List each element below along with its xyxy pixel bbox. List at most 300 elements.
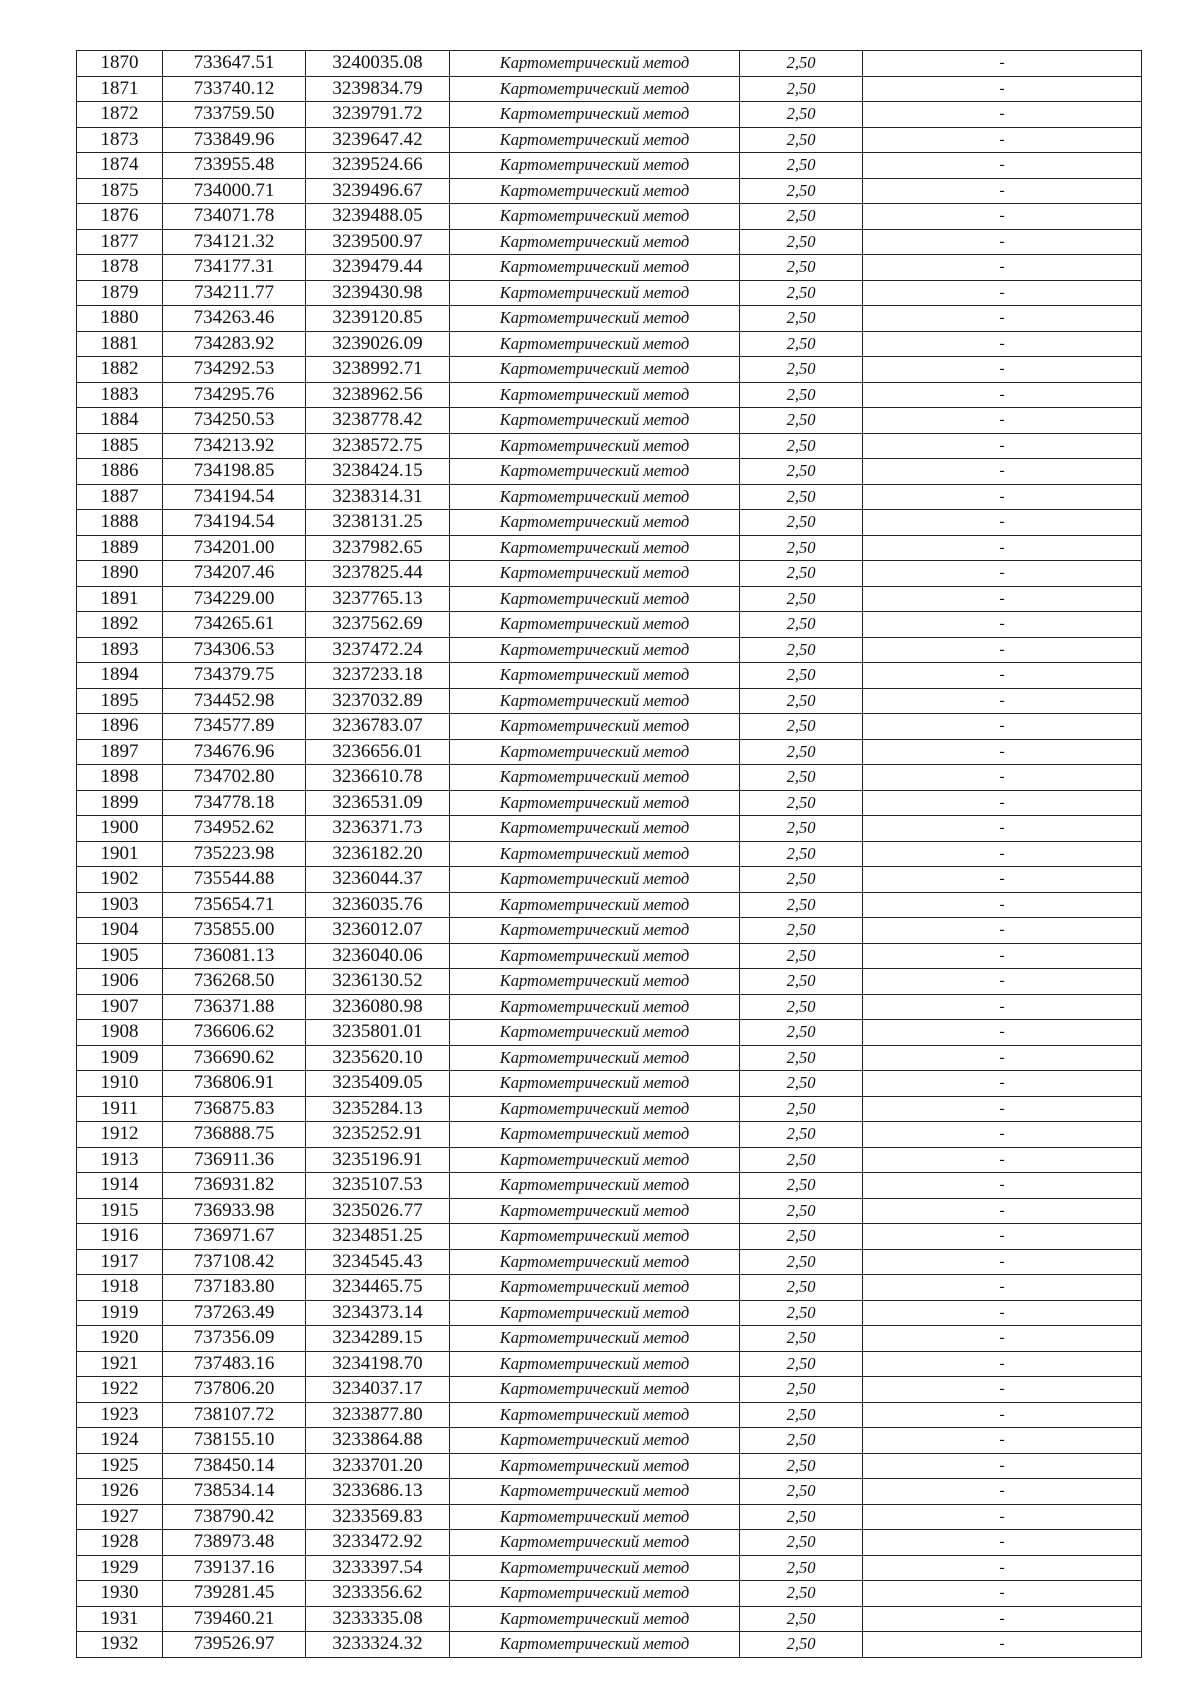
x-coordinate-cell: 735544.88 xyxy=(163,867,306,893)
accuracy-cell: 2,50 xyxy=(740,357,863,383)
description-cell: - xyxy=(863,433,1142,459)
description-cell: - xyxy=(863,663,1142,689)
description-cell: - xyxy=(863,1555,1142,1581)
table-row xyxy=(77,892,1142,918)
accuracy-cell: 2,50 xyxy=(740,1453,863,1479)
point-number-cell: 1888 xyxy=(77,510,163,536)
method-cell: Картометрический метод xyxy=(450,204,740,230)
method-cell: Картометрический метод xyxy=(450,918,740,944)
point-number-cell: 1908 xyxy=(77,1020,163,1046)
point-number-cell: 1912 xyxy=(77,1122,163,1148)
point-number-cell: 1882 xyxy=(77,357,163,383)
table-row xyxy=(77,637,1142,663)
x-coordinate-cell: 733647.51 xyxy=(163,51,306,77)
y-coordinate-cell: 3240035.08 xyxy=(306,51,450,77)
description-cell: - xyxy=(863,51,1142,77)
table-row xyxy=(77,612,1142,638)
table-row xyxy=(77,1020,1142,1046)
x-coordinate-cell: 734121.32 xyxy=(163,229,306,255)
table-row xyxy=(77,102,1142,128)
table-row xyxy=(77,382,1142,408)
point-number-cell: 1907 xyxy=(77,994,163,1020)
description-cell: - xyxy=(863,994,1142,1020)
y-coordinate-cell: 3234373.14 xyxy=(306,1300,450,1326)
description-cell: - xyxy=(863,1530,1142,1556)
accuracy-cell: 2,50 xyxy=(740,1173,863,1199)
point-number-cell: 1930 xyxy=(77,1581,163,1607)
table-row xyxy=(77,51,1142,77)
table-row xyxy=(77,1326,1142,1352)
point-number-cell: 1898 xyxy=(77,765,163,791)
accuracy-cell: 2,50 xyxy=(740,1632,863,1658)
accuracy-cell: 2,50 xyxy=(740,127,863,153)
method-cell: Картометрический метод xyxy=(450,1377,740,1403)
x-coordinate-cell: 734250.53 xyxy=(163,408,306,434)
accuracy-cell: 2,50 xyxy=(740,1096,863,1122)
accuracy-cell: 2,50 xyxy=(740,433,863,459)
x-coordinate-cell: 736933.98 xyxy=(163,1198,306,1224)
method-cell: Картометрический метод xyxy=(450,229,740,255)
table-row xyxy=(77,153,1142,179)
description-cell: - xyxy=(863,943,1142,969)
accuracy-cell: 2,50 xyxy=(740,688,863,714)
table-row xyxy=(77,229,1142,255)
y-coordinate-cell: 3239479.44 xyxy=(306,255,450,281)
x-coordinate-cell: 734201.00 xyxy=(163,535,306,561)
description-cell: - xyxy=(863,688,1142,714)
y-coordinate-cell: 3235026.77 xyxy=(306,1198,450,1224)
x-coordinate-cell: 734295.76 xyxy=(163,382,306,408)
x-coordinate-cell: 733849.96 xyxy=(163,127,306,153)
description-cell: - xyxy=(863,1147,1142,1173)
method-cell: Картометрический метод xyxy=(450,943,740,969)
x-coordinate-cell: 734952.62 xyxy=(163,816,306,842)
y-coordinate-cell: 3238424.15 xyxy=(306,459,450,485)
table-row xyxy=(77,918,1142,944)
point-number-cell: 1910 xyxy=(77,1071,163,1097)
table-row xyxy=(77,127,1142,153)
description-cell: - xyxy=(863,1326,1142,1352)
point-number-cell: 1897 xyxy=(77,739,163,765)
table-row xyxy=(77,484,1142,510)
description-cell: - xyxy=(863,484,1142,510)
y-coordinate-cell: 3236040.06 xyxy=(306,943,450,969)
y-coordinate-cell: 3233686.13 xyxy=(306,1479,450,1505)
method-cell: Картометрический метод xyxy=(450,663,740,689)
method-cell: Картометрический метод xyxy=(450,969,740,995)
x-coordinate-cell: 736931.82 xyxy=(163,1173,306,1199)
point-number-cell: 1876 xyxy=(77,204,163,230)
description-cell: - xyxy=(863,561,1142,587)
method-cell: Картометрический метод xyxy=(450,1632,740,1658)
point-number-cell: 1879 xyxy=(77,280,163,306)
description-cell: - xyxy=(863,102,1142,128)
table-row xyxy=(77,204,1142,230)
table-row xyxy=(77,586,1142,612)
point-number-cell: 1909 xyxy=(77,1045,163,1071)
y-coordinate-cell: 3238992.71 xyxy=(306,357,450,383)
accuracy-cell: 2,50 xyxy=(740,459,863,485)
y-coordinate-cell: 3236783.07 xyxy=(306,714,450,740)
point-number-cell: 1920 xyxy=(77,1326,163,1352)
table-row xyxy=(77,255,1142,281)
y-coordinate-cell: 3233569.83 xyxy=(306,1504,450,1530)
method-cell: Картометрический метод xyxy=(450,382,740,408)
x-coordinate-cell: 734452.98 xyxy=(163,688,306,714)
y-coordinate-cell: 3238962.56 xyxy=(306,382,450,408)
method-cell: Картометрический метод xyxy=(450,892,740,918)
x-coordinate-cell: 738107.72 xyxy=(163,1402,306,1428)
y-coordinate-cell: 3236044.37 xyxy=(306,867,450,893)
table-body xyxy=(77,51,1142,1658)
x-coordinate-cell: 736081.13 xyxy=(163,943,306,969)
x-coordinate-cell: 734177.31 xyxy=(163,255,306,281)
x-coordinate-cell: 736911.36 xyxy=(163,1147,306,1173)
table-row xyxy=(77,663,1142,689)
accuracy-cell: 2,50 xyxy=(740,153,863,179)
y-coordinate-cell: 3233472.92 xyxy=(306,1530,450,1556)
accuracy-cell: 2,50 xyxy=(740,1045,863,1071)
method-cell: Картометрический метод xyxy=(450,1173,740,1199)
description-cell: - xyxy=(863,1275,1142,1301)
description-cell: - xyxy=(863,76,1142,102)
method-cell: Картометрический метод xyxy=(450,1224,740,1250)
x-coordinate-cell: 735654.71 xyxy=(163,892,306,918)
y-coordinate-cell: 3235801.01 xyxy=(306,1020,450,1046)
accuracy-cell: 2,50 xyxy=(740,102,863,128)
table-row xyxy=(77,510,1142,536)
description-cell: - xyxy=(863,1632,1142,1658)
point-number-cell: 1932 xyxy=(77,1632,163,1658)
point-number-cell: 1922 xyxy=(77,1377,163,1403)
method-cell: Картометрический метод xyxy=(450,255,740,281)
y-coordinate-cell: 3233701.20 xyxy=(306,1453,450,1479)
method-cell: Картометрический метод xyxy=(450,178,740,204)
point-number-cell: 1890 xyxy=(77,561,163,587)
method-cell: Картометрический метод xyxy=(450,1071,740,1097)
accuracy-cell: 2,50 xyxy=(740,1071,863,1097)
point-number-cell: 1913 xyxy=(77,1147,163,1173)
x-coordinate-cell: 734071.78 xyxy=(163,204,306,230)
accuracy-cell: 2,50 xyxy=(740,1377,863,1403)
x-coordinate-cell: 737263.49 xyxy=(163,1300,306,1326)
accuracy-cell: 2,50 xyxy=(740,229,863,255)
accuracy-cell: 2,50 xyxy=(740,204,863,230)
description-cell: - xyxy=(863,969,1142,995)
method-cell: Картометрический метод xyxy=(450,688,740,714)
description-cell: - xyxy=(863,1606,1142,1632)
coordinates-table xyxy=(76,50,1142,1658)
description-cell: - xyxy=(863,306,1142,332)
x-coordinate-cell: 734000.71 xyxy=(163,178,306,204)
description-cell: - xyxy=(863,867,1142,893)
x-coordinate-cell: 735855.00 xyxy=(163,918,306,944)
accuracy-cell: 2,50 xyxy=(740,816,863,842)
description-cell: - xyxy=(863,535,1142,561)
table-row xyxy=(77,943,1142,969)
table-row xyxy=(77,561,1142,587)
x-coordinate-cell: 738450.14 xyxy=(163,1453,306,1479)
table-row xyxy=(77,1147,1142,1173)
accuracy-cell: 2,50 xyxy=(740,535,863,561)
accuracy-cell: 2,50 xyxy=(740,841,863,867)
y-coordinate-cell: 3239791.72 xyxy=(306,102,450,128)
accuracy-cell: 2,50 xyxy=(740,484,863,510)
accuracy-cell: 2,50 xyxy=(740,1504,863,1530)
point-number-cell: 1905 xyxy=(77,943,163,969)
y-coordinate-cell: 3239120.85 xyxy=(306,306,450,332)
table-row xyxy=(77,1453,1142,1479)
y-coordinate-cell: 3239496.67 xyxy=(306,178,450,204)
description-cell: - xyxy=(863,178,1142,204)
method-cell: Картометрический метод xyxy=(450,1122,740,1148)
point-number-cell: 1926 xyxy=(77,1479,163,1505)
method-cell: Картометрический метод xyxy=(450,1479,740,1505)
accuracy-cell: 2,50 xyxy=(740,408,863,434)
point-number-cell: 1919 xyxy=(77,1300,163,1326)
description-cell: - xyxy=(863,1071,1142,1097)
y-coordinate-cell: 3238131.25 xyxy=(306,510,450,536)
point-number-cell: 1906 xyxy=(77,969,163,995)
accuracy-cell: 2,50 xyxy=(740,1428,863,1454)
y-coordinate-cell: 3234198.70 xyxy=(306,1351,450,1377)
point-number-cell: 1870 xyxy=(77,51,163,77)
y-coordinate-cell: 3239647.42 xyxy=(306,127,450,153)
y-coordinate-cell: 3234545.43 xyxy=(306,1249,450,1275)
x-coordinate-cell: 738155.10 xyxy=(163,1428,306,1454)
method-cell: Картометрический метод xyxy=(450,1351,740,1377)
method-cell: Картометрический метод xyxy=(450,1504,740,1530)
x-coordinate-cell: 734577.89 xyxy=(163,714,306,740)
accuracy-cell: 2,50 xyxy=(740,1147,863,1173)
accuracy-cell: 2,50 xyxy=(740,714,863,740)
y-coordinate-cell: 3233324.32 xyxy=(306,1632,450,1658)
point-number-cell: 1916 xyxy=(77,1224,163,1250)
method-cell: Картометрический метод xyxy=(450,1581,740,1607)
point-number-cell: 1924 xyxy=(77,1428,163,1454)
point-number-cell: 1871 xyxy=(77,76,163,102)
x-coordinate-cell: 739281.45 xyxy=(163,1581,306,1607)
method-cell: Картометрический метод xyxy=(450,433,740,459)
y-coordinate-cell: 3233877.80 xyxy=(306,1402,450,1428)
point-number-cell: 1925 xyxy=(77,1453,163,1479)
table-row xyxy=(77,688,1142,714)
accuracy-cell: 2,50 xyxy=(740,739,863,765)
description-cell: - xyxy=(863,382,1142,408)
table-row xyxy=(77,280,1142,306)
point-number-cell: 1891 xyxy=(77,586,163,612)
method-cell: Картометрический метод xyxy=(450,280,740,306)
table-row xyxy=(77,1224,1142,1250)
accuracy-cell: 2,50 xyxy=(740,943,863,969)
x-coordinate-cell: 737806.20 xyxy=(163,1377,306,1403)
accuracy-cell: 2,50 xyxy=(740,1326,863,1352)
y-coordinate-cell: 3238778.42 xyxy=(306,408,450,434)
description-cell: - xyxy=(863,280,1142,306)
point-number-cell: 1899 xyxy=(77,790,163,816)
point-number-cell: 1873 xyxy=(77,127,163,153)
table-row xyxy=(77,1122,1142,1148)
x-coordinate-cell: 739137.16 xyxy=(163,1555,306,1581)
method-cell: Картометрический метод xyxy=(450,1045,740,1071)
point-number-cell: 1875 xyxy=(77,178,163,204)
description-cell: - xyxy=(863,841,1142,867)
x-coordinate-cell: 736371.88 xyxy=(163,994,306,1020)
point-number-cell: 1918 xyxy=(77,1275,163,1301)
method-cell: Картометрический метод xyxy=(450,76,740,102)
method-cell: Картометрический метод xyxy=(450,1300,740,1326)
table-row xyxy=(77,1173,1142,1199)
table-row xyxy=(77,1479,1142,1505)
method-cell: Картометрический метод xyxy=(450,816,740,842)
table-row xyxy=(77,867,1142,893)
description-cell: - xyxy=(863,1351,1142,1377)
point-number-cell: 1931 xyxy=(77,1606,163,1632)
method-cell: Картометрический метод xyxy=(450,867,740,893)
description-cell: - xyxy=(863,229,1142,255)
y-coordinate-cell: 3236130.52 xyxy=(306,969,450,995)
y-coordinate-cell: 3236610.78 xyxy=(306,765,450,791)
description-cell: - xyxy=(863,739,1142,765)
accuracy-cell: 2,50 xyxy=(740,790,863,816)
table-row xyxy=(77,1632,1142,1658)
method-cell: Картометрический метод xyxy=(450,1326,740,1352)
method-cell: Картометрический метод xyxy=(450,459,740,485)
table-row xyxy=(77,1275,1142,1301)
y-coordinate-cell: 3236035.76 xyxy=(306,892,450,918)
point-number-cell: 1893 xyxy=(77,637,163,663)
description-cell: - xyxy=(863,892,1142,918)
description-cell: - xyxy=(863,459,1142,485)
description-cell: - xyxy=(863,1377,1142,1403)
accuracy-cell: 2,50 xyxy=(740,1351,863,1377)
description-cell: - xyxy=(863,127,1142,153)
x-coordinate-cell: 738534.14 xyxy=(163,1479,306,1505)
method-cell: Картометрический метод xyxy=(450,1555,740,1581)
table-row xyxy=(77,1581,1142,1607)
y-coordinate-cell: 3236531.09 xyxy=(306,790,450,816)
y-coordinate-cell: 3236080.98 xyxy=(306,994,450,1020)
table-row xyxy=(77,1351,1142,1377)
accuracy-cell: 2,50 xyxy=(740,1122,863,1148)
table-row xyxy=(77,535,1142,561)
x-coordinate-cell: 736690.62 xyxy=(163,1045,306,1071)
method-cell: Картометрический метод xyxy=(450,790,740,816)
table-row xyxy=(77,994,1142,1020)
table-row xyxy=(77,714,1142,740)
y-coordinate-cell: 3237765.13 xyxy=(306,586,450,612)
table-row xyxy=(77,1530,1142,1556)
table-row xyxy=(77,306,1142,332)
method-cell: Картометрический метод xyxy=(450,841,740,867)
table-row xyxy=(77,433,1142,459)
accuracy-cell: 2,50 xyxy=(740,1300,863,1326)
point-number-cell: 1921 xyxy=(77,1351,163,1377)
description-cell: - xyxy=(863,1122,1142,1148)
accuracy-cell: 2,50 xyxy=(740,918,863,944)
description-cell: - xyxy=(863,1096,1142,1122)
y-coordinate-cell: 3235409.05 xyxy=(306,1071,450,1097)
y-coordinate-cell: 3234037.17 xyxy=(306,1377,450,1403)
description-cell: - xyxy=(863,1249,1142,1275)
description-cell: - xyxy=(863,816,1142,842)
x-coordinate-cell: 734213.92 xyxy=(163,433,306,459)
y-coordinate-cell: 3236371.73 xyxy=(306,816,450,842)
accuracy-cell: 2,50 xyxy=(740,255,863,281)
accuracy-cell: 2,50 xyxy=(740,561,863,587)
description-cell: - xyxy=(863,1224,1142,1250)
x-coordinate-cell: 736971.67 xyxy=(163,1224,306,1250)
accuracy-cell: 2,50 xyxy=(740,994,863,1020)
y-coordinate-cell: 3237825.44 xyxy=(306,561,450,587)
table-row xyxy=(77,1606,1142,1632)
point-number-cell: 1889 xyxy=(77,535,163,561)
point-number-cell: 1896 xyxy=(77,714,163,740)
method-cell: Картометрический метод xyxy=(450,535,740,561)
point-number-cell: 1929 xyxy=(77,1555,163,1581)
accuracy-cell: 2,50 xyxy=(740,612,863,638)
y-coordinate-cell: 3233864.88 xyxy=(306,1428,450,1454)
x-coordinate-cell: 735223.98 xyxy=(163,841,306,867)
x-coordinate-cell: 736888.75 xyxy=(163,1122,306,1148)
description-cell: - xyxy=(863,255,1142,281)
x-coordinate-cell: 734778.18 xyxy=(163,790,306,816)
x-coordinate-cell: 737108.42 xyxy=(163,1249,306,1275)
method-cell: Картометрический метод xyxy=(450,357,740,383)
description-cell: - xyxy=(863,1402,1142,1428)
description-cell: - xyxy=(863,408,1142,434)
table-row xyxy=(77,1402,1142,1428)
description-cell: - xyxy=(863,637,1142,663)
accuracy-cell: 2,50 xyxy=(740,663,863,689)
x-coordinate-cell: 734211.77 xyxy=(163,280,306,306)
x-coordinate-cell: 734265.61 xyxy=(163,612,306,638)
method-cell: Картометрический метод xyxy=(450,1530,740,1556)
y-coordinate-cell: 3234289.15 xyxy=(306,1326,450,1352)
method-cell: Картометрический метод xyxy=(450,1453,740,1479)
description-cell: - xyxy=(863,331,1142,357)
description-cell: - xyxy=(863,1198,1142,1224)
method-cell: Картометрический метод xyxy=(450,586,740,612)
accuracy-cell: 2,50 xyxy=(740,178,863,204)
x-coordinate-cell: 737183.80 xyxy=(163,1275,306,1301)
table-row xyxy=(77,1428,1142,1454)
x-coordinate-cell: 734194.54 xyxy=(163,484,306,510)
method-cell: Картометрический метод xyxy=(450,765,740,791)
point-number-cell: 1917 xyxy=(77,1249,163,1275)
table-row xyxy=(77,357,1142,383)
point-number-cell: 1904 xyxy=(77,918,163,944)
method-cell: Картометрический метод xyxy=(450,637,740,663)
description-cell: - xyxy=(863,1020,1142,1046)
point-number-cell: 1880 xyxy=(77,306,163,332)
point-number-cell: 1927 xyxy=(77,1504,163,1530)
x-coordinate-cell: 736875.83 xyxy=(163,1096,306,1122)
accuracy-cell: 2,50 xyxy=(740,510,863,536)
accuracy-cell: 2,50 xyxy=(740,306,863,332)
point-number-cell: 1901 xyxy=(77,841,163,867)
description-cell: - xyxy=(863,586,1142,612)
y-coordinate-cell: 3236656.01 xyxy=(306,739,450,765)
y-coordinate-cell: 3239430.98 xyxy=(306,280,450,306)
x-coordinate-cell: 734306.53 xyxy=(163,637,306,663)
table-row xyxy=(77,1096,1142,1122)
x-coordinate-cell: 736268.50 xyxy=(163,969,306,995)
y-coordinate-cell: 3239524.66 xyxy=(306,153,450,179)
description-cell: - xyxy=(863,612,1142,638)
table-row xyxy=(77,1071,1142,1097)
accuracy-cell: 2,50 xyxy=(740,1249,863,1275)
